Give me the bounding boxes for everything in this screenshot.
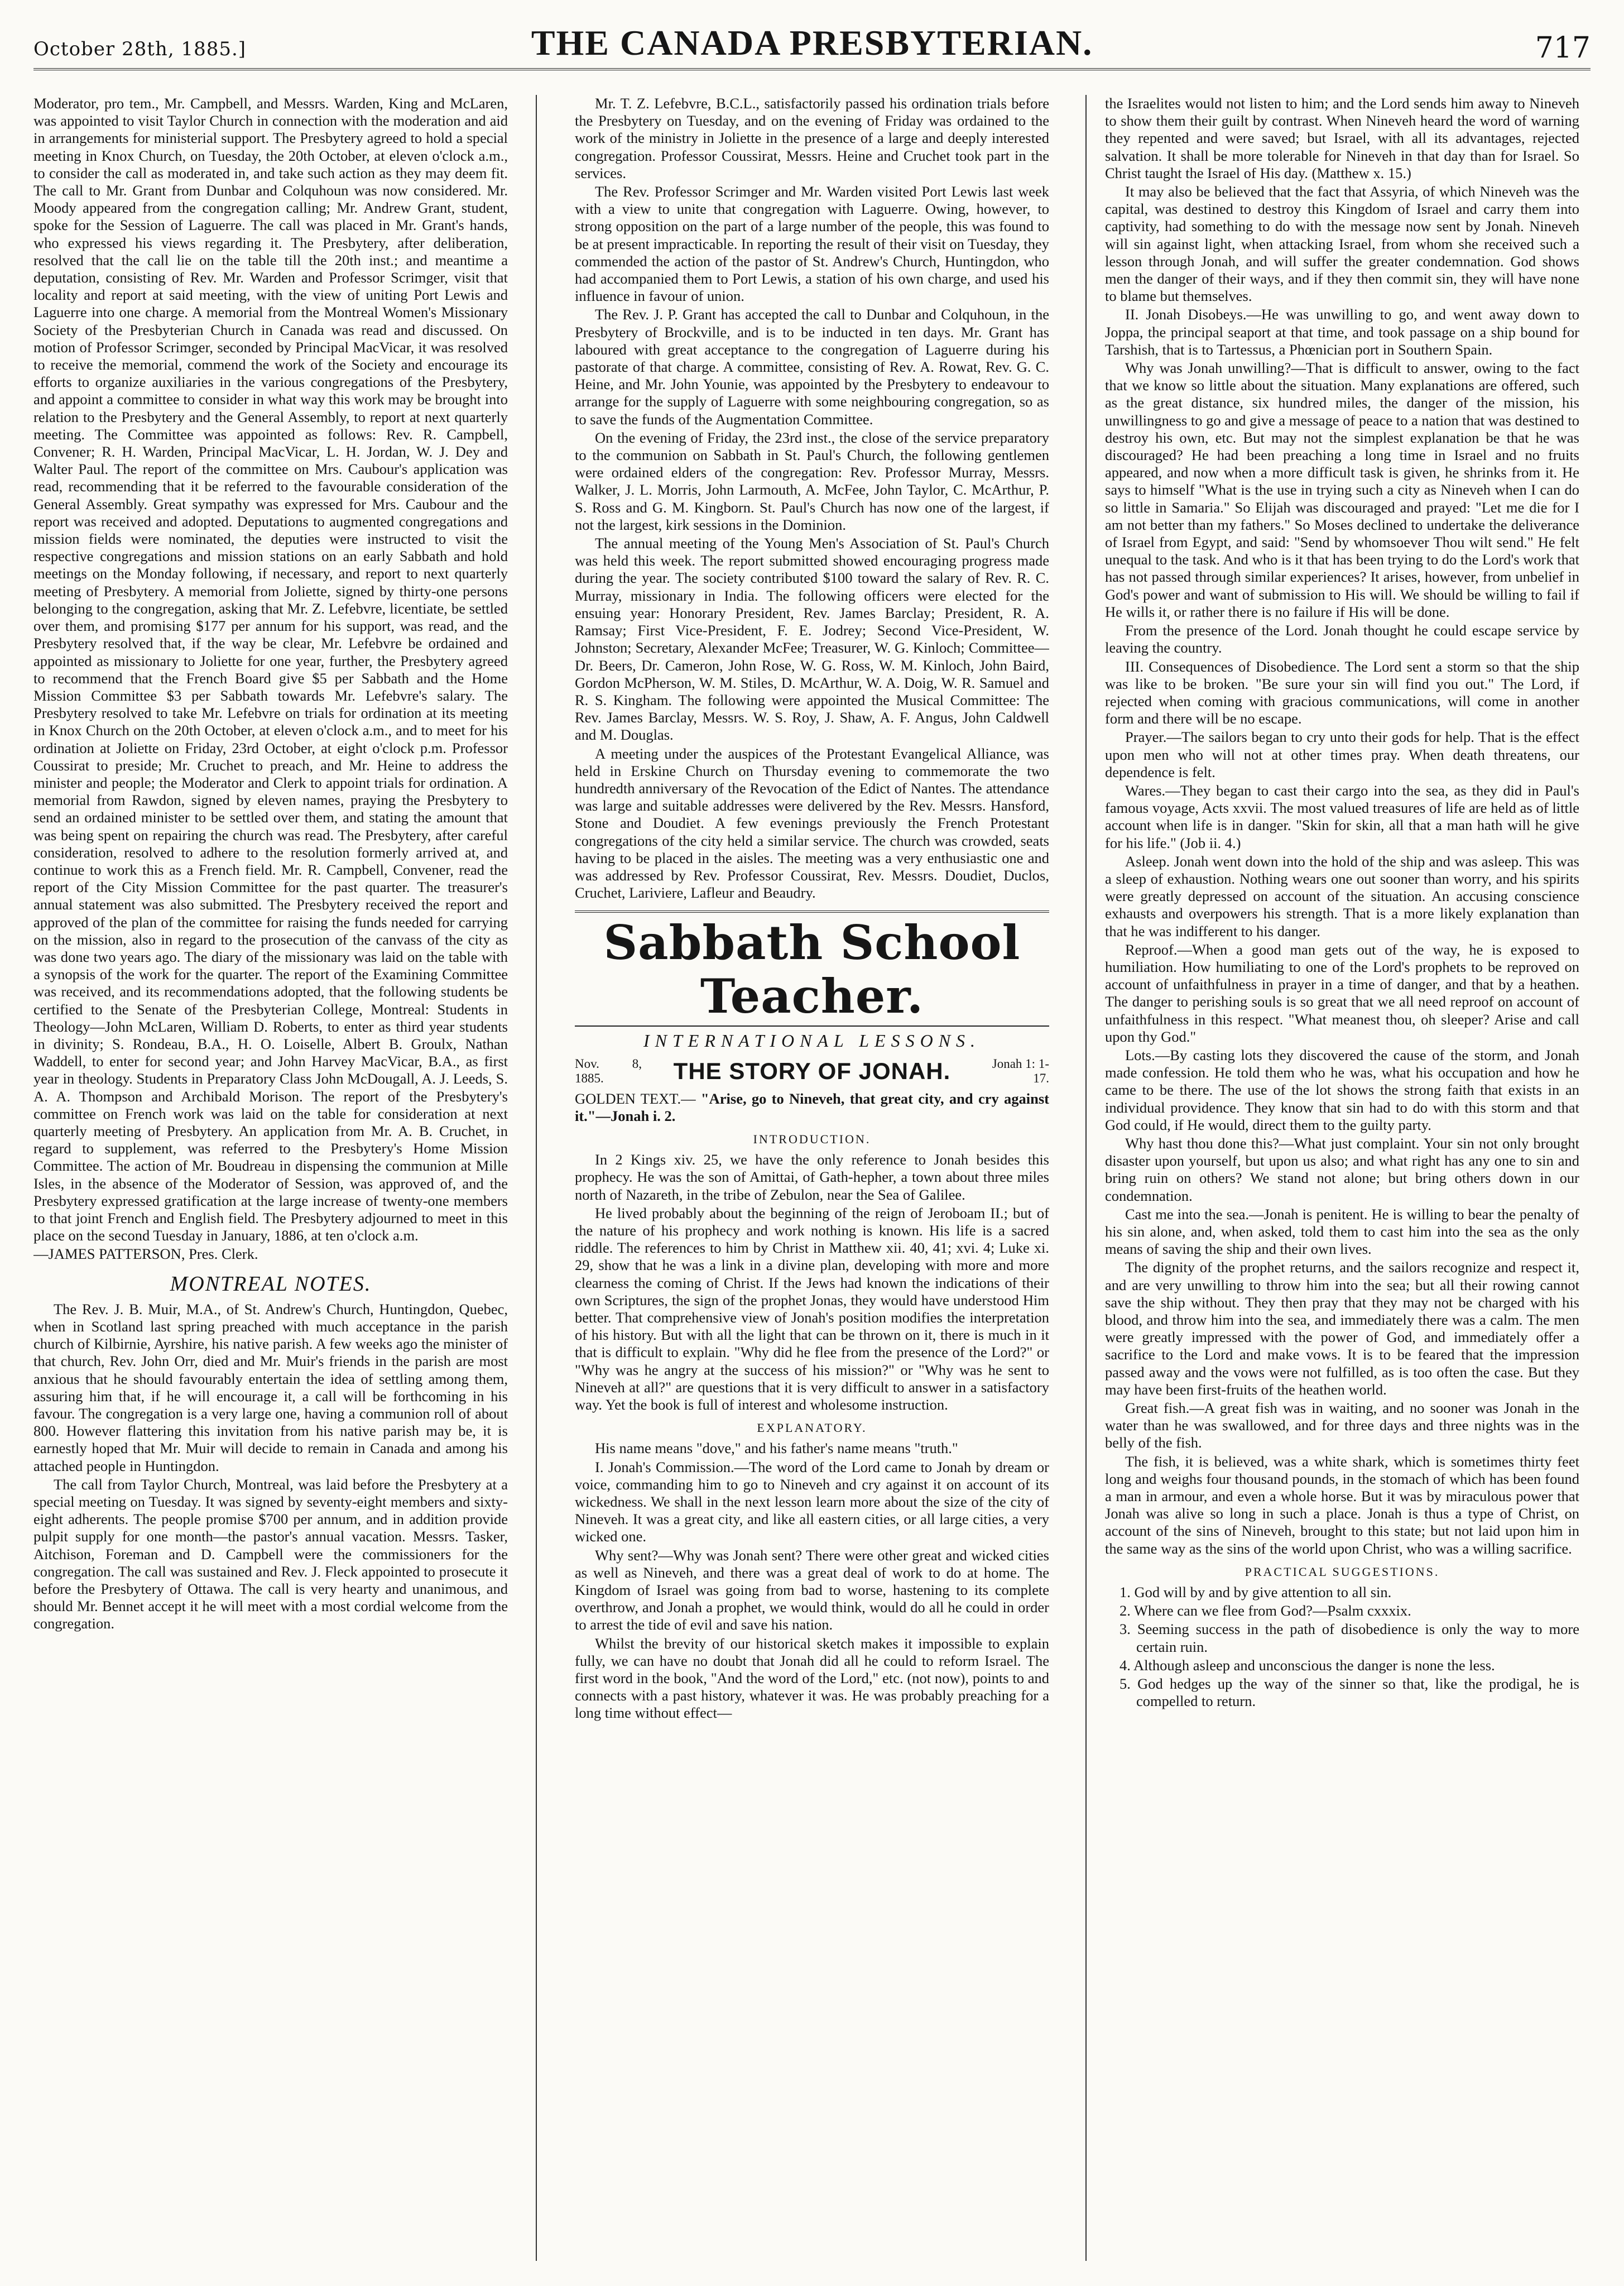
suggestion-item: 4. Although asleep and unconscious the danger is none the less. [1119, 1656, 1495, 1674]
news-paragraph: Mr. T. Z. Lefebvre, B.C.L., satisfactorily passed his ordination trials before the Presbytery on Tuesday, and on the evening of Friday was ordained to the work of the ministry in Joliette in the presence of a large and deeply interested congregation. Professor Coussirat, Messrs. Heine and Cruchet took part in the services. [575, 95, 1049, 181]
sabbath-school-heading: Sabbath School Teacher. [603, 915, 1021, 1024]
lesson-date: Nov. 8, 1885. [575, 1056, 642, 1085]
lesson-paragraph: Wares.—They began to cast their cargo into the sea, as they did in Paul's famous voyage, Acts xxvii. The most valued treasures of life are held as of little account when life is in danger. "Skin for skin, all that a man hath will he give for his life." (Job ii. 4.) [1105, 782, 1579, 851]
lesson-paragraph: Reproof.—When a good man gets out of the way, he is exposed to humiliation. How humiliating to one of the Lord's prophets to be reproved on account of unfaithfulness in prayer in a time of danger, and that by a heathen. The danger to perishing souls is so great that we all need reproof on account of unfaithfulness in this respect. "What meanest thou, oh sleeper? Arise and call upon thy God." [1105, 941, 1579, 1045]
explanatory-paragraph: His name means "dove," and his father's name means "truth." [595, 1440, 958, 1457]
lesson-header [575, 1057, 1049, 1086]
explanatory-paragraph: I. Jonah's Commission.—The word of the Lord came to Jonah by dream or voice, commanding him to go to Nineveh and cry against it on account of its wickedness. We shall in the next lesson learn more about the size of the city of Nineveh. It was a great city, and like all eastern cities, or all large cities, a very wicked one. [575, 1458, 1049, 1545]
lesson-paragraph: Great fish.—A great fish was in waiting, and no sooner was Jonah in the water than he was swallowed, and for three days and three nights was in the belly of the fish. [1105, 1400, 1579, 1451]
news-paragraph: The annual meeting of the Young Men's Association of St. Paul's Church was held this week. The report submitted showed encouraging progress made during the year. The society contributed $100 toward the salary of Rev. R. C. Murray, missionary in India. The following officers were elected for the ensuing year: Honorary President, Rev. James Barclay; President, R. A. Ramsay; First Vice-President, F. E. Jodrey; Second Vice-President, W. Johnston; Secretary, Alexander McFee; Treasurer, W. G. Kinloch; Committee—Dr. Beers, Dr. Cameron, John Rose, W. G. Ross, W. M. Kinloch, John Baird, Gordon McPherson, W. M. Stiles, D. McArthur, W. A. Doig, W. R. Samuel and R. S. Kingham. The following were appointed the Musical Committee: The Rev. James Barclay, Messrs. W. S. Roy, J. Shaw, A. F. Angus, John Caldwell and M. Douglas. [575, 535, 1049, 744]
lesson-paragraph: Asleep. Jonah went down into the hold of the ship and was asleep. This was a sleep of exhaustion. Nothing wears one out sooner than worry, and his spirits were greatly depressed on account of the situation. An accusing conscience exhausts and overpowers his strength. That is a more likely explanation than that he was indifferent to his danger. [1105, 852, 1579, 940]
lesson-paragraph: Prayer.—The sailors began to cry unto their gods for help. That is the effect upon men who will not at other times pray. When death threatens, our dependence is felt. [1105, 729, 1579, 780]
montreal-note: The call from Taylor Church, Montreal, was laid before the Presbytery at a special meeting on Tuesday. It was signed by seventy-eight members and sixty-eight adherents. The people promise $700 per annum, and in addition provide pulpit supply for one month—the pastor's annual vacation. Messrs. Tasker, Aitchison, Foreman and D. Campbell were the commissioners for the congregation. The call was sustained and Rev. J. Fleck appointed to prosecute it before the Presbytery of Ottawa. The call is very hearty and unanimous, and should Mr. Bennet accept it he will meet with a most cordial welcome from the congregation. [33, 1475, 508, 1632]
column-1 [33, 95, 508, 2272]
column-2 [575, 95, 1049, 2272]
news-paragraph: The Rev. J. P. Grant has accepted the call to Dunbar and Colquhoun, in the Presbytery of Brockville, and is to be inducted in ten days. Mr. Grant has laboured with great acceptance to the congregation of Laguerre during his pastorate of that charge. A committee, consisting of Rev. A. Rowat, Rev. G. C. Heine, and Mr. John Younie, was appointed by the Presbytery to endeavour to arrange for the supply of Laguerre with some neighbouring congregation, so as to save the funds of the Augmentation Committee. [575, 306, 1049, 428]
practical-suggestions-heading: PRACTICAL SUGGESTIONS. [1245, 1564, 1440, 1579]
lesson-paragraph: III. Consequences of Disobedience. The Lord sent a storm so that the ship was like to be broken. "Be sure your sin will find you out." The Lord, if rejected when coming with gracious communications, will come in another form and there will be no escape. [1105, 658, 1579, 727]
column-divider [1085, 95, 1087, 2261]
page-header [33, 17, 1591, 70]
news-paragraph: A meeting under the auspices of the Protestant Evangelical Alliance, was held in Erskine Church on Thursday evening to commemorate the two hundredth anniversary of the Revocation of the Edict of Nantes. The attendance was large and suitable addresses were delivered by the Rev. Messrs. Hansford, Stone and Doudiet. A few evenings previously the French Protestant congregations of the city held a similar service. The church was crowded, seats having to be placed in the aisles. The meeting was a very enthusiastic one and was addressed by Rev. Professor Coussirat, Rev. Messrs. Doudiet, Duclos, Cruchet, Lariviere, Lafleur and Beaudry. [575, 745, 1049, 902]
page-number: 717 [1535, 31, 1591, 65]
lesson-paragraph: The dignity of the prophet returns, and the sailors recognize and respect it, and are very unwilling to throw him into the sea; but all their rowing cannot save the ship without. They then pray that they may not be charged with his blood, and throw him into the sea, and immediately there was a calm. The men were greatly impressed with the power of God, and immediately offer a sacrifice to the Lord and make vows. It is to be feared that the impression passed away and the vows were not fulfilled, as is too often the case. But they may have been first-fruits of the heathen world. [1105, 1259, 1579, 1398]
issue-date: October 28th, 1885.] [33, 38, 247, 60]
section-banner [575, 910, 1049, 1027]
golden-text [575, 1090, 1049, 1125]
suggestion-item: 5. God hedges up the way of the sinner so that, like the prodigal, he is compelled to return. [1119, 1675, 1579, 1710]
intro-paragraph: He lived probably about the beginning of the reign of Jeroboam II.; but of the nature of his prophecy and work nothing is known. His life is a sacred riddle. The references to him by Christ in Matthew xii. 40, 41; xvi. 4; Luke xi. 29, show that he was a link in a divine plan, developing with more and more clearness the coming of Christ. If the Jews had known the indications of their own Scriptures, the sign of the prophet Jonas, they would have understood Him better. That comprehensive view of Jonah's position modifies the interpretation of his history. But with all the light that can be thrown on it, there is much in it that is difficult to explain. "Why did he flee from the presence of the Lord?" or "Why was he angry at the success of his mission?" or "Why was he sent to Nineveh at all?" are questions that it is very difficult to answer in a satisfactory way. Yet the book is full of interest and wholesome instruction. [575, 1204, 1049, 1413]
clerk-signature: —JAMES PATTERSON, Pres. Clerk. [33, 1245, 258, 1263]
news-paragraph: The Rev. Professor Scrimger and Mr. Warden visited Port Lewis last week with a view to unite that congregation with Laguerre. Owing, however, to strong opposition on the part of a large number of the people, this was found to be at present impracticable. In reporting the result of their visit on Tuesday, they commended the action of the pastor of St. Andrew's Church, Huntingdon, who had accompanied them to Port Lewis, a station of his own charge, and used his influence in favour of union. [575, 183, 1049, 305]
lesson-paragraph: Why hast thou done this?—What just complaint. Your sin not only brought disaster upon yourself, but upon us also; and what right has any one to sin and bring ruin on others? We stand not alone; but bring others down in our condemnation. [1105, 1134, 1579, 1204]
lesson-paragraph: Why was Jonah unwilling?—That is difficult to answer, owing to the fact that we know so little about the situation. Many explanations are offered, such as the great distance, six hundred miles, the danger of the mission, his unwillingness to go and give a message of peace to a nation that was destined to destroy his own, etc. But may not the simplest explanation be that he was discouraged? He had been preaching a long time in Israel and no fruits appeared, and now when a more difficult task is given, he shrinks from it. He says to himself "What is the use in trying such a city as Nineveh when I can do so little in Samaria." So Elijah was discouraged and prayed: "Let me die for I am not better than my fathers." So Moses declined to undertake the deliverance of Israel from Egypt, and said: "Send by whomsoever Thou wilt send." He felt unequal to the task. And who is it that has been trying to do the Lord's work that has not passed through similar experiences? It arises, however, from unbelief in God's power and want of submission to His will. We should be willing to fail if He wills it, or rather there is no failure if His will be done. [1105, 360, 1579, 620]
suggestions-list [1105, 1584, 1579, 1710]
presbytery-report: Moderator, pro tem., Mr. Campbell, and Messrs. Warden, King and McLaren, was appointed to visit Taylor Church in connection with the moderation and aid in arrangements for ministerial support. The Presbytery agreed to hold a special meeting in Knox Church, on Tuesday, the 20th October, at eleven o'clock a.m., to consider the call as moderated in, and take such action as they may deem fit. The call to Mr. Grant from Dunbar and Colquhoun was now considered. Mr. Moody appeared from the congregation calling; Mr. Andrew Grant, student, spoke for the Session of Laguerre. The call was placed in Mr. Grant's hands, who expressed his views regarding it. The Presbytery, after deliberation, resolved that the call lie on the table till the 20th inst.; and meantime a deputation, consisting of Rev. Mr. Warden and Professor Scrimger, visit that locality and report at said meeting, with the view of uniting Port Lewis and Laguerre into one charge. A memorial from the Montreal Women's Missionary Society of the Presbyterian Church in Canada was read and discussed. On motion of Professor Scrimger, seconded by Principal MacVicar, it was resolved to receive the memorial, commend the work of the Society and encourage its efforts to organize auxiliaries in the various congregations of the Presbytery, and appoint a committee to consider in what way this work may be brought into relation to the Presbytery and the General Assembly, to report at next quarterly meeting. The Committee was appointed as follows: Rev. R. Campbell, Convener; R. H. Warden, Principal MacVicar, L. H. Jordan, W. J. Dey and Walter Paul. The report of the committee on Mrs. Caubour's application was read, recommending that it be referred to the favourable consideration of the General Assembly. Great sympathy was expressed for Mrs. Caubour and the report was received and adopted. Deputations to augmented congregations and mission fields were nominated, the deputies were instructed to visit the respective congregations and mission stations on an early Sabbath and hold meetings on the Monday following, if necessary, and report to next quarterly meeting of Presbytery. A memorial from Joliette, signed by thirty-one persons belonging to the congregation, asking that Mr. Z. Lefebvre, licentiate, be settled over them, and promising $177 per annum for his support, was read, and the Presbytery resolved that, if the way be clear, Mr. Lefebvre be ordained and appointed as missionary to Joliette for one year, further, the Presbytery agreed to recommend that the French Board give $5 per Sabbath and the Home Mission Committee $3 per Sabbath towards Mr. Lefebvre's salary. The Presbytery resolved to take Mr. Lefebvre on trials for ordination at its meeting in Knox Church on the 20th October, at eleven o'clock a.m., and to meet for his ordination at Joliette on Friday, 23rd October, at eight o'clock p.m. Professor Coussirat to preside; Mr. Cruchet to preach, and Mr. Heine to address the minister and people; the Moderator and Clerk to appoint trials for ordination. A memorial from Rawdon, signed by eleven names, praying the Presbytery to send an ordained minister to be settled over them, and stating the amount that was being spent on repairing the church was read. The Presbytery, after careful consideration, resolved to adhere to the resolution formerly arrived at, and continue to work this as a French field. Mr. R. Campbell, Convener, read the report of the City Mission Committee for the past quarter. The treasurer's annual statement was also submitted. The Presbytery received the report and approved of the plan of the committee for raising the funds needed for carrying on the mission, also in regard to the prosecution of the canvass of the city as was done two years ago. The diary of the missionary was laid on the table with a synopsis of the work for the quarter. The report of the Examining Committee was received, and its recommendations adopted, that the following students be certified to the Senate of the Presbyterian College, Montreal: Students in Theology—John McLaren, William D. Roberts, to enter as third year students in divinity; S. Rondeau, B.A., H. O. Loiselle, Albert B. Groulx, Nathan Waddell, to enter for second year; and John Harvey MacVicar, B.A., as first year in theology. Students in Preparatory Class John McDougall, A. J. Leeds, S. A. A. Thompson and Archibald Morison. The report of the Presbytery's committee on French work was laid on the table for consideration at next quarterly meeting of Presbytery. An application from Mr. A. B. Cruchet, in regard to supplement, was referred to the Presbytery's Home Mission Committee. The action of Mr. Boudreau in dispensing the communion at Mille Isles, in the absence of the Moderator of Session, was approved of, and the Presbytery expressed gratification at the large increase of twenty-one members to that joint French and English field. The Presbytery adjourned to meet in this place on the second Tuesday in January, 1886, at ten o'clock a.m. [33, 95, 508, 1244]
explanatory-paragraph: Whilst the brevity of our historical sketch makes it impossible to explain fully, we can have no doubt that Jonah did all he could to reform Israel. The first word in the book, "And the word of the Lord," etc. (not now), points to and connects with a past history, whatever it was. He was probably preaching for a long time without effect— [575, 1635, 1049, 1722]
montreal-note: The Rev. J. B. Muir, M.A., of St. Andrew's Church, Huntingdon, Quebec, when in Scotland last spring preached with much acceptance in the parish church of Kilbirnie, Ayrshire, his native parish. A few weeks ago the minister of that church, Rev. John Orr, died and Mr. Muir's friends in the parish are most anxious that he should favourably entertain the idea of settling among them, assuring him that, if he will encourage it, a call will be forthcoming in his favour. The congregation is a very large one, having a communion roll of about 800. However flattering this invitation from his native parish may be, it is earnestly hoped that Mr. Muir will decide to remain in Canada and among his attached people in Huntingdon. [33, 1300, 508, 1474]
lesson-paragraph: Cast me into the sea.—Jonah is penitent. He is willing to bear the penalty of his sin alone, and, when asked, told them to cast him into the sea as the only means of saving the ship and their own lives. [1105, 1205, 1579, 1258]
golden-text-label: GOLDEN TEXT.— [575, 1090, 696, 1107]
column-3 [1105, 95, 1579, 2272]
suggestion-item: 3. Seeming success in the path of disobedience is only the way to more certain ruin. [1119, 1621, 1579, 1655]
lesson-paragraph: From the presence of the Lord. Jonah thought he could escape service by leaving the country. [1105, 622, 1579, 656]
intro-paragraph: In 2 Kings xiv. 25, we have the only reference to Jonah besides this prophecy. He was the son of Amittai, of Gath-hepher, a town about three miles north of Nazareth, in the tribe of Zebulon, near the Sea of Galilee. [575, 1151, 1049, 1203]
lesson-paragraph: Lots.—By casting lots they discovered the cause of the storm, and Jonah made confession. He told them who he was, what his occupation and how he came to be there. The use of the lot shows the strong faith that exists in an individual providence. They know that sin had to do with this storm and that God could, if He would, direct them to the guilty party. [1105, 1046, 1579, 1133]
suggestion-item: 2. Where can we flee from God?—Psalm cxxxix. [1119, 1602, 1411, 1619]
golden-text-verse: "Arise, go to Nineveh, that great city, and cry against it."—Jonah i. 2. [575, 1090, 1049, 1124]
explanatory-heading: EXPLANATORY. [757, 1421, 867, 1435]
introduction-heading: INTRODUCTION. [753, 1132, 871, 1146]
news-paragraph: On the evening of Friday, the 23rd inst., the close of the service preparatory to the communion on Sabbath in St. Paul's Church, the following gentlemen were ordained elders of the congregation: Rev. Professor Murray, Messrs. Walker, J. L. Morris, John Larmouth, A. McFee, John Taylor, C. McArthur, P. S. Ross and G. M. Kingborn. St. Paul's Church has now one of the largest, if not the largest, kirk sessions in the Dominion. [575, 429, 1049, 533]
lesson-paragraph: It may also be believed that the fact that Assyria, of which Nineveh was the capital, was destined to destroy this Kingdom of Israel and carry them into captivity, had something to do with the message now sent by Jonah. Nineveh will sin against light, when attacking Israel, from whom she received such a lesson through Jonah, and will suffer the greater condemnation. God shows men the danger of their ways, and if they then commit sin, they will have none to blame but themselves. [1105, 183, 1579, 305]
suggestion-item: 1. God will by and by give attention to all sin. [1119, 1584, 1392, 1601]
column-divider [536, 95, 537, 2261]
lesson-paragraph: the Israelites would not listen to him; and the Lord sends him away to Nineveh to show them their guilt by contrast. When Nineveh heard the word of warning they repented and were saved; but Israel, with all its advantages, rejected salvation. It shall be more tolerable for Nineveh in that day than for Israel. So Christ taught the Israel of His day. (Matthew x. 15.) [1105, 95, 1579, 181]
lesson-reference: Jonah 1: 1-17. [992, 1056, 1049, 1085]
lesson-title: THE STORY OF JONAH. [673, 1057, 951, 1084]
explanatory-paragraph: Why sent?—Why was Jonah sent? There were other great and wicked cities as well as Nineveh, and there was a great deal of work to do at home. The Kingdom of Israel was going from bad to worse, hastening to its complete overthrow, and Jonah a prophet, we would think, would do all he could in order to arrest the tide of evil and save his nation. [575, 1546, 1049, 1633]
montreal-notes-heading: MONTREAL NOTES. [170, 1272, 372, 1296]
lesson-paragraph: The fish, it is believed, was a white shark, which is sometimes thirty feet long and weighs four thousand pounds, in the stomach of which has been found a man in armour, and even a whole horse. But it was by miraculous power that Jonah was alive so long in such a place. Jonah is thus a type of Christ, on account of the sins of Nineveh, brought to this state; but not laid upon him in the same way as the sins of the world upon Christ, who was a willing sacrifice. [1105, 1453, 1579, 1557]
international-lessons-heading: INTERNATIONAL LESSONS. [643, 1031, 981, 1051]
masthead-title: THE CANADA PRESBYTERIAN. [531, 23, 1093, 63]
lesson-paragraph: II. Jonah Disobeys.—He was unwilling to go, and went away down to Joppa, the principal seaport at that time, and took passage on a ship bound for Tarshish, that is to Tartessus, a Phœnician port in Southern Spain. [1105, 306, 1579, 358]
